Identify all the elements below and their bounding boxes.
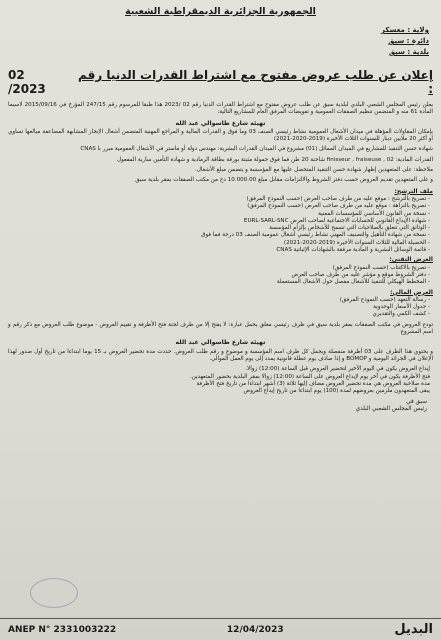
deposit-paragraph: تودع العروض في مكتب الصفقات بمقر بلدية سيق في ظرف رئيسي مغلق يحمل عبارة: لا يفتح إلا من طرف لجنة فتح الأظرفة و تقييم العروض - موضوع طلب العروض مع ذكر رقم و اسم المشروع [8,321,433,336]
list-item: - قائمة الوسائل البشرية و المادية مرفقة بالشهادات الإثباتية CNAS [276,247,430,254]
list-item: - شهادة الإيداع القانوني للحسابات الاجتماعية لصاحب العرض EURL-SARL-SNC [243,217,430,224]
footer-bar [0,618,441,640]
note-paragraph-2: و على المتعهدين تقديم العروض حسب دفتر الشروط والالتزامات مقابل مبلغ 10.000.00 دج من مكتب الصفقات بمقر بلدية سيق [135,177,433,184]
anep-number: ANEP N° 2331003222 [8,624,117,635]
financial-offer-heading: العرض المالي: [390,288,433,296]
list-item: - المخطط الهيكلي للتنفيذ للأشغال مفصل حول الأشغال المستعملة [276,279,430,286]
list-item: - الوثائق التي تتعلق بالصلاحيات التي تسمح للأشخاص بإلزام المؤسسة [269,225,430,232]
official-stamp [30,578,78,608]
list-item: - رسالة التعهد (حسب النموذج المرفق) [339,296,430,303]
list-item: فتح الأظرفة يكون في آخر يوم لإيداع العروض على الساعة (12:00) زوالا بمقر البلدية بحضور المتعهدين. [189,373,430,380]
administrative-info [8,25,429,58]
list-item: مدة صلاحية العروض هي مدة تحضير العروض مضاف إليها ثلاثة (3) أشهر ابتداءا من تاريخ فتح الأظرفة [196,380,430,387]
project-name-2: تهيئة شارع طاسوالي عبد الله [175,339,266,347]
candidacy-file-heading: ملف الترشح: [394,187,433,195]
list-item: - تصريح بالاكتتاب (حسب النموذج المرفق) [332,264,430,271]
experience-paragraph: شهادة حسن التنفيذ للمشاريع في الميدان المماثل (01) مشروع في الميدان القدرات البشرية: مهندس دولة أو ماستر في الأشغال العمومية مبرر با CNAS [80,146,433,153]
announcement-body [8,102,433,395]
baladiya-label: بلدية : سيق [388,48,429,56]
terms-paragraph: و يحتوي هذا الظرف على 03 أظرفة منفصلة ويحمل كل ظرف اسم المؤسسة و موضوع و رقم طلب العروض. حددت مدة تحضير العروض بـ 15 يوما ابتداءا من تاريخ أول صدور لهذا الإعلان في الجرائد اليومية و BOMOP و إذا صادف يوم عطلة قانونية يمدد إلى يوم العمل الموالي. [8,348,433,362]
title-number: 02 /2023 [8,68,46,96]
list-item: يبقى المتعهدون ملزمين بعروضهم لمدة (100) يوم ابتداءا من تاريخ إيداع العروض [243,388,430,395]
intro-paragraph: يعلن رئيس المجلس الشعبي البلدي لبلدية سيق عن طلب عروض مفتوح مع اشتراط القدرات الدنيا رقم 02 /2023 هذا طبقا للمرسوم رقم 247/15 المؤرخ في 2015/09/16 لاسيما المادة 61 منه و المتضمن تنظيم الصفقات العمومية و تفويضات المرفق العام للمشاريع التالية: [8,102,433,116]
signature-role: رئيس المجلس الشعبي البلدي [355,406,427,413]
list-item: - تصريح بالترشح : موقع عليه من طرف صاحب العرض (حسب النموذج المرفق) [246,195,430,202]
list-item: - جدول الأسعار الوحدوية [373,304,430,311]
list-item: - كشف الكمي والتقديري [372,311,430,318]
title-text: إعلان عن طلب عروض مفتوح مع اشتراط القدرات الدنيا رقم : [78,68,433,96]
technical-offer-heading: العرض التقني: [389,256,433,264]
list-item: - الحصيلة المالية للثلاث السنوات الأخيرة (2019-2020-2021) [283,239,430,246]
list-item: - تصريح بالنزاهة : موقع عليه من طرف صاحب العرض (حسب النموذج المرفق) [247,203,430,210]
project-name: تهيئة شارع طاسوالي عبد الله [175,119,266,127]
daira-label: دائرة : سيق [388,37,429,45]
republic-header: الجمهورية الجزائرية الديمقراطية الشعبية [125,6,316,17]
list-item: - دفتر الشروط موقع و مؤشر عليه من طرف صاحب العرض [291,271,430,278]
signature-block [8,399,427,413]
note-paragraph-1: ملاحظة: على المتعهدين إظهار شهادة حسن التنفيذ المتحصل عليها مع المؤسسة و يتضمن مبلغ الأشغال. [195,167,433,174]
equipment-paragraph: القدرات المادية: finisseur , fraiseuse , 02 شاحنة 20 طن فما فوق حمولة مثبتة بورقة بطاقة الرمادية و شهادة التأمين سارية المفعول [117,156,433,163]
list-item: - نسخة من شهادة التأهيل والتصنيف المهني نشاط رئيسي أشغال عمومية الصنف 03 درجة فما فوق [201,232,430,239]
signature-place: سيق في [406,399,427,406]
list-item: إيداع العروض يكون في اليوم الأخير لتحضير العروض قبل الساعة (12:00) زوالا. [245,366,430,373]
newspaper-name: البديل [394,622,433,637]
eligibility-paragraph: بإمكان المقاولات المؤهلة في ميدان الأشغال العمومية نشاط رئيسي الصنف 03 وما فوق و القدرات المالية و المراجع المهنية المتضمن أشغال الإنجاز المشابهة المضاعفة مبالغها تساوي أو أكثر 20 ملايين دينار للسنوات الثلاث الأخيرة (2019-2020-2021) [8,128,433,143]
announcement-title [8,68,433,96]
publication-date: 12/04/2023 [226,624,284,635]
list-item: - نسخة من القانون الأساسي للمؤسسات المعنية [318,210,430,217]
wilaya-label: ولاية : معسكر [381,26,429,34]
